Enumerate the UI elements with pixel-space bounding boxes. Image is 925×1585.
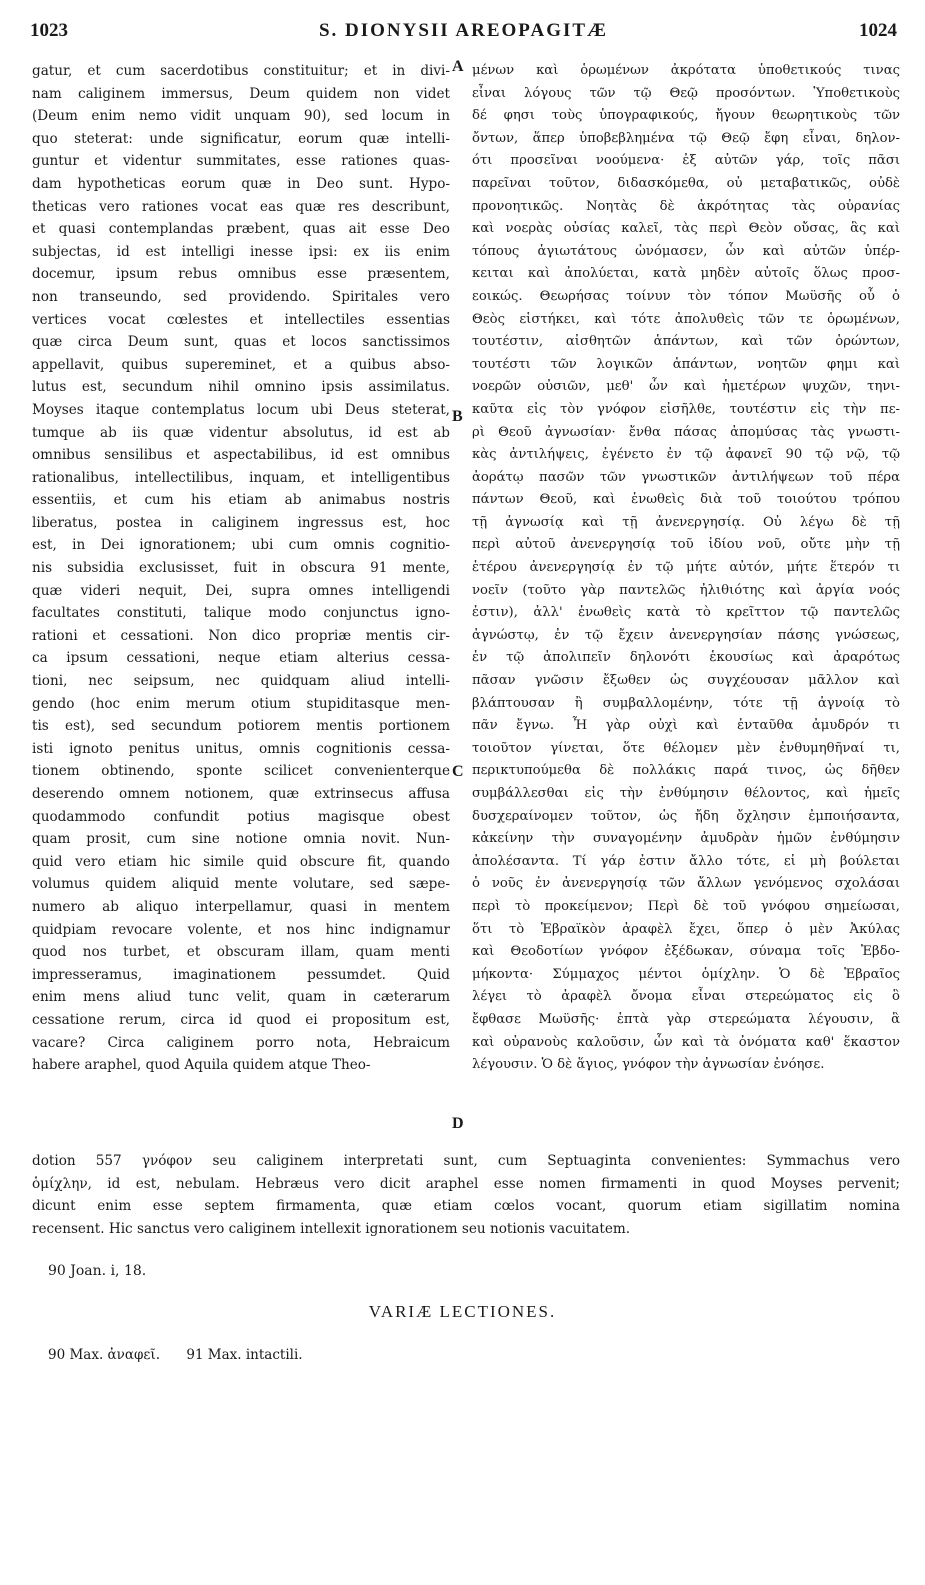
latin-text-line: dam hypotheticas eorum quæ in Deo sunt. Hypo-: [32, 175, 450, 192]
latin-text-line: lutus est, secundum nihil omnino ipsis assimilatus.: [32, 379, 450, 396]
variae-lectiones-notes: [48, 1347, 325, 1363]
latin-text-line: docemur, ipsum rebus omnibus esse præsentem,: [32, 266, 450, 283]
greek-text-line: βλάπτουσαν ἢ συμβαλλομένην, τότε τῇ ἀγνοίᾳ τὸ: [472, 695, 900, 711]
latin-text-line: tioni, nec seipsum, nec quidquam aliud intelli-: [32, 673, 450, 690]
greek-text-line: νοεῖν (τοῦτο γὰρ παντελῶς ἠλιθιότης καὶ ἀργία νοός: [472, 582, 900, 598]
greek-text-line: ὅτι τὸ Ἑβραϊκὸν ἀραφὲλ ἔχει, ὅπερ ὁ μὲν Ἀκύλας: [472, 921, 900, 937]
latin-text-line: ca ipsum cessationi, neque etiam alterius cessa-: [32, 650, 450, 667]
full-width-text-line: dicunt enim esse septem firmamenta, quæ etiam cœlos vocant, quorum etiam sigillatim nomina: [32, 1198, 900, 1215]
greek-text-line: κειται καὶ ἀπολύεται, κατὰ μηδὲν αὐτοῖς ὅλως προσ-: [472, 266, 900, 282]
footnote: 90 Joan. i, 18.: [48, 1263, 147, 1279]
greek-text-line: περὶ τὸ προκείμενον; Περὶ δὲ τοῦ γνόφου σημείωσαι,: [472, 898, 900, 914]
section-marker-b: B: [452, 408, 463, 425]
greek-text-line: ἑτέρου ἀνενεργησίᾳ ἐν τῷ μήτε αὐτόν, μήτε ἕτερόν τι: [472, 560, 900, 576]
greek-text-line: συμβάλλεσθαι εἰς τὴν ἐνθύμησιν θέλοντος, καὶ ἡμεῖς: [472, 786, 900, 801]
greek-text-line: πᾶν ἔγνω. Ἦ γὰρ οὐχὶ καὶ ἐνταῦθα ἀμυδρόν τι: [472, 718, 900, 734]
right-page-number: 1024: [859, 20, 897, 41]
greek-text-line: καὶ Θεοδοτίων γνόφον ἐξέδωκαν, σύναμα τοῖς Ἑβδο-: [472, 944, 900, 960]
latin-text-line: vacare? Circa caliginem porro nota, Hebraicum: [32, 1034, 450, 1051]
variant-note: 91 Max. intactili.: [186, 1347, 303, 1363]
greek-text-line: λέγει τὸ ἀραφὲλ ὄνομα εἶναι στερεώματος εἰς ὃ: [472, 989, 900, 1005]
latin-text-line: quo steterat: unde significatur, eorum quæ intelli-: [32, 130, 450, 147]
latin-text-line: rationalibus, intellectilibus, inquam, et intelligentibus: [32, 469, 450, 486]
latin-text-line: deserendo omnem notionem, quæ extrinsecus affusa: [32, 786, 450, 802]
latin-text-line: cessatione rerum, circa id quod ei propositum est,: [32, 1011, 450, 1028]
latin-text-line: vertices vocat cœlestes et intellectiles essentias: [32, 311, 450, 328]
greek-text-line: πᾶσαν γνῶσιν ἔξωθεν ὡς συγχέουσαν μᾶλλον καὶ: [472, 673, 900, 689]
latin-text-line: isti ignoto penitus unitus, omnis cognitionis cessa-: [32, 740, 450, 757]
latin-text-line: numero ab aliquo interpellamur, quasi in mentem: [32, 898, 450, 915]
latin-text-line: tumque ab iis quæ videntur absolutus, id est ab: [32, 424, 450, 441]
greek-text-line: τῇ ἀγνωσίᾳ καὶ τῇ ἀνενεργησίᾳ. Οὐ λέγω δὲ τῇ: [472, 514, 900, 530]
latin-text-line: theticas vero rationes vocat eas quæ res describunt,: [32, 198, 450, 215]
latin-column: [32, 60, 450, 1077]
greek-text-line: ἀπολέσαντα. Τί γάρ ἐστιν ἄλλο τότε, εἰ μὴ βούλεται: [472, 853, 900, 869]
full-width-text-line: recensent. Hic sanctus vero caliginem intellexit ignorationem seu notionis vacuitatem.: [32, 1220, 631, 1237]
greek-text-line: ἔφθασε Μωϋσῆς· ἑπτὰ γὰρ στερεώματα λέγουσιν, ἃ: [472, 1011, 900, 1027]
latin-text-line: volumus quidem aliquid mente volutare, sed sæpe-: [32, 876, 450, 893]
greek-text-line: περὶ αὐτοῦ ἀνενεργησίᾳ τοῦ ἰδίου νοῦ, οὔτε μὴν τῇ: [472, 537, 900, 553]
greek-text-line: ὄντων, ἅπερ ὑποβεβλημένα τῷ Θεῷ ἔφη εἶναι, δηλον-: [472, 130, 900, 146]
greek-text-line: πάντων Θεοῦ, καὶ ἑνωθεὶς διὰ τοῦ τοιούτου τρόπου: [472, 492, 900, 508]
latin-text-line: subjectas, id est intelligi inesse ipsi: ex iis enim: [32, 243, 450, 260]
latin-text-line: guntur et videntur summitates, esse rationes quas-: [32, 153, 450, 170]
greek-text-line: δέ φησι τοὺς ὑπογραφικούς, ἤγουν θεωρητικοὺς τῶν: [472, 108, 900, 124]
latin-text-line: non transeundo, sed providendo. Spiritales vero: [32, 288, 450, 305]
latin-text-line: nis subsidia exclusisset, fuit in obscura 91 mente,: [32, 560, 450, 577]
greek-text-line: δυσχεραίνομεν τοῦτον, ὡς ἤδη ὄχλησιν ἐμποιήσαντα,: [472, 808, 900, 824]
greek-text-line: καῦτα εἰς τὸν γνόφον εἰσῆλθε, τουτέστιν εἰς τὴν πε-: [472, 401, 900, 417]
latin-text-line: tionem obtinendo, sponte scilicet convenienterque: [32, 763, 450, 780]
section-marker-a: A: [452, 58, 464, 75]
greek-text-line: καὶ νοερὰς οὐσίας καλεῖ, τὰς περὶ Θεὸν οὔσας, ἃς καὶ: [472, 221, 900, 237]
latin-text-line: quæ circa Deum sunt, quas et locos sanctissimos: [32, 334, 450, 351]
section-marker-d: D: [452, 1115, 464, 1132]
greek-text-line: εοικώς. Θεωρήσας τοίνυν τὸν τόπον Μωϋσῆς οὗ ὁ: [472, 288, 900, 304]
greek-text-line: νοερῶν οὐσιῶν, μεθ' ὧν καὶ ἡμετέρων ψυχῶν, τηνι-: [472, 379, 900, 395]
full-width-text: [32, 1150, 900, 1240]
variant-note: 90 Max. ἀναφεῖ.: [48, 1347, 161, 1363]
greek-text-line: ἐστιν), ἀλλ' ἑνωθεὶς κατὰ τὸ κρεῖττον τῷ παντελῶς: [472, 605, 900, 621]
latin-text-line: (Deum enim nemo vidit unquam 90), sed locum in: [32, 108, 450, 125]
greek-text-line: κἀκείνην τὴν συναγομένην ἀμυδρὰν ἡμῶν ἐνθύμησιν: [472, 831, 900, 847]
greek-text-line: τουτέστι τῶν λογικῶν ἁπάντων, νοητῶν φημι καὶ: [472, 356, 900, 372]
latin-text-line: rationi et cessationi. Non dico propriæ mentis cir-: [32, 627, 450, 644]
latin-text-line: appellavit, quibus supereminet, et a quibus abso-: [32, 356, 450, 373]
greek-column: [472, 60, 900, 1077]
latin-text-line: habere araphel, quod Aquila quidem atque Theo-: [32, 1057, 371, 1074]
greek-text-line: ὁ νοῦς ἐν ἀνενεργησίᾳ τῶν ἄλλων γενόμενος σχολάσαι: [472, 876, 900, 892]
latin-text-line: enim mens aliud tunc velit, quam in cæterarum: [32, 989, 450, 1006]
variae-lectiones-heading: VARIÆ LECTIONES.: [368, 1302, 557, 1321]
greek-text-line: καὶ οὐρανοὺς καλοῦσιν, ὧν καὶ τὰ ὀνόματα καθ' ἕκαστον: [472, 1034, 900, 1050]
greek-text-line: ἐν τῷ ἀπολιπεῖν δηλονότι ἑκουσίως καὶ ἀραρότως: [472, 650, 900, 666]
greek-text-line: τουτέστιν, αἰσθητῶν ἁπάντων, καὶ τῶν ὁρώντων,: [472, 334, 900, 350]
latin-text-line: quæ videri nequit, Dei, supra omnes intelligendi: [32, 582, 450, 599]
latin-text-line: quidpiam revocare volente, et nos hinc indignamur: [32, 921, 450, 938]
greek-text-line: μήκοντα· Σύμμαχος μέντοι ὁμίχλην. Ὁ δὲ Ἑβραῖος: [472, 966, 900, 982]
greek-text-line: μένων καὶ ὁρωμένων ἀκρότατα ὑποθετικούς τινας: [472, 63, 900, 78]
latin-text-line: liberatus, postea in caliginem ingressus est, hoc: [32, 514, 450, 531]
greek-text-line: λέγουσιν. Ὁ δὲ ἅγιος, γνόφον τὴν ἀγνωσίαν ἐνόησε.: [472, 1057, 825, 1073]
latin-text-line: gatur, et cum sacerdotibus constituitur; et in divi-: [32, 63, 450, 79]
latin-text-line: quid vero etiam hic simile quid obscure fit, quando: [32, 853, 450, 870]
greek-text-line: ότι προσεῖναι νοούμενα· ἐξ αὐτῶν γάρ, τοῖς πᾶσι: [472, 153, 900, 169]
latin-text-line: quam prosit, cum sine notione omnia novit. Nun-: [32, 831, 450, 848]
latin-text-line: quodammodo confundit potius magisque obest: [32, 808, 450, 825]
latin-text-line: Moyses itaque contemplatus locum ubi Deus steterat,: [32, 401, 450, 418]
greek-text-line: ἀγνώστῳ, ἐν τῷ ἔχειν ἀνενεργησίαν πάσης γνώσεως,: [472, 627, 900, 643]
full-width-text-line: dotion 557 γνόφον seu caliginem interpretati sunt, cum Septuaginta convenientes: Symmachus vero: [32, 1153, 900, 1169]
latin-text-line: gendo (hoc enim merum otium stupiditasque men-: [32, 695, 450, 712]
running-title: S. DIONYSII AREOPAGITÆ: [318, 20, 609, 41]
greek-text-line: ρὶ Θεοῦ ἀγνωσίαν· ἔνθα πάσας ἀπομύσας τὰς γνωστι-: [472, 424, 900, 440]
greek-text-line: περικτυπούμεθα δὲ πολλάκις παρά τινος, ὡς δῆθεν: [472, 763, 900, 779]
greek-text-line: τόπους ἁγιωτάτους ὠνόμασεν, ὧν καὶ αὐτῶν ὑπέρ-: [472, 243, 900, 259]
greek-text-line: προνοητικῶς. Νοητὰς δὲ ἀκρότητας τὰς οὐρανίας: [472, 198, 900, 214]
latin-text-line: nam caliginem immersus, Deum quidem non videt: [32, 85, 450, 102]
greek-text-line: τοιοῦτον γίνεται, ὅτε θέλομεν μὲν ἐνθυμηθῆναί τι,: [472, 740, 900, 756]
latin-text-line: essentiis, et cum his etiam ab animabus nostris: [32, 492, 450, 509]
latin-text-line: tis est), sed secundum potiorem mentis portionem: [32, 718, 450, 735]
greek-text-line: εἶναι λόγους τῶν τῷ Θεῷ προσόντων. Ὑποθετικοὺς: [472, 85, 900, 101]
latin-text-line: omnibus sensilibus et aspectabilibus, id est omnibus: [32, 447, 450, 464]
latin-text-line: facultates constituti, talique modo conjunctus igno-: [32, 605, 450, 622]
greek-text-line: κὰς ἀντιλήψεις, ἐγένετο ἐν τῷ ἀφανεῖ 90 τῷ νῷ, τῷ: [472, 447, 900, 463]
latin-text-line: quod nos turbet, et obscuram illam, quam menti: [32, 944, 450, 961]
greek-text-line: παρεῖναι τοῦτον, διδασκόμεθα, οὐ μεταβατικῶς, οὐδὲ: [472, 175, 900, 191]
latin-text-line: est, in Dei ignorationem; ubi cum omnis cognitio-: [32, 537, 450, 554]
page-header: [30, 20, 897, 50]
greek-text-line: ἀοράτῳ πασῶν τῶν γνωστικῶν ἀντιλήψεων τοῦ πέρα: [472, 469, 900, 485]
latin-text-line: et quasi contemplandas præbent, quas ait esse Deo: [32, 221, 450, 238]
left-page-number: 1023: [30, 20, 68, 41]
full-width-text-line: ὁμίχλην, id est, nebulam. Hebræus vero dicit araphel esse nomen firmamenti in quod Moyses pervenit;: [32, 1175, 900, 1192]
greek-text-line: Θεὸς εἱστήκει, καὶ τότε ἀπολυθεὶς τῶν τε ὁρωμένων,: [472, 311, 900, 327]
section-marker-c: C: [452, 763, 464, 780]
latin-text-line: impresseramus, imaginationem pessumdet. Quid: [32, 966, 450, 983]
